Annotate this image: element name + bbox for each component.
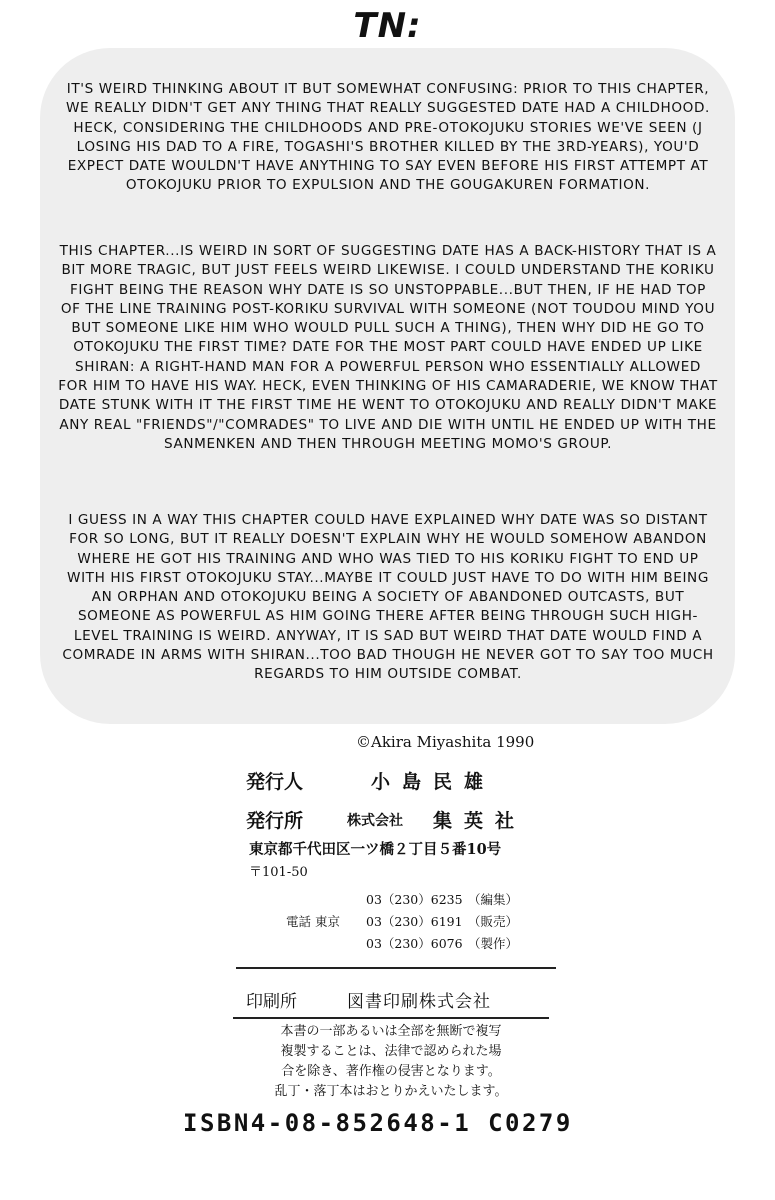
divider-upper [236,967,556,969]
company-address: 東京都千代田区一ツ橋２丁目５番10号 [249,841,502,858]
publisher-label: 発行人 [246,771,304,793]
notice-line: 合を除き、著作権の侵害となります。 [281,1064,501,1079]
page-title: TN: [353,6,422,46]
note-paragraph-3: I GUESS IN A WAY THIS CHAPTER COULD HAVE EXPLAINED WHY DATE WAS SO DISTANT FOR SO LONG, BUT IT REALLY DOESN'T EXPLAIN WHY HE WOULD SOMEHOW ABANDON WHERE HE GOT HIS TRAINING AND WHO WAS TIED TO HIS KORIKU FIGHT TO END UP WITH HIS FIRST OTOKOJUKU STAY...MAYBE IT COULD JUST HAVE TO DO WITH HIM BEING AN ORPHAN AND OTOKOJUKU BEING A SOCIETY OF ABANDONED OUTCASTS, BUT SOMEONE AS POWERFUL AS HIM GOING THERE AFTER BEING THROUGH SUCH HIGH-LEVEL TRAINING IS WEIRD. ANYWAY, IT IS SAD BUT WEIRD THAT DATE WOULD FIND A COMRADE IN ARMS WITH SHIRAN...TOO BAD THOUGH HE NEVER GOT TO SAY TOO MUCH REGARDS TO HIM OUTSIDE COMBAT. [62,512,714,683]
publishing-house-label: 発行所 [246,810,304,832]
postal-code: 〒101-50 [249,865,308,880]
phone-dept-editorial: （編集） [468,892,519,907]
phone-number-sales: 03（230）6191 [366,914,463,929]
notice-line: 本書の一部あるいは全部を無断で複写 [280,1024,502,1039]
isbn-code: ISBN4-08-852648-1 C0279 [183,1109,573,1137]
publisher-name: 小島民雄 [371,771,496,793]
printer-label: 印刷所 [246,992,297,1012]
printer-name: 図書印刷株式会社 [347,992,491,1012]
note-paragraph-1: IT'S WEIRD THINKING ABOUT IT BUT SOMEWHAT CONFUSING: PRIOR TO THIS CHAPTER, WE REALLY DIDN'T GET ANY THING THAT REALLY SUGGESTED DATE HAD A CHILDHOOD. HECK, CONSIDERING THE CHILDHOODS AND PRE-OTOKOJUKU STORIES WE'VE SEEN (J LOSING HIS DAD TO A FIRE, TOGASHI'S BROTHER KILLED BY THE 3RD-YEARS), YOU'D EXPECT DATE WOULDN'T HAVE ANYTHING TO SAY EVEN BEFORE HIS FIRST ATTEMPT AT OTOKOJUKU PRIOR TO EXPULSION AND THE GOUGAKUREN FORMATION. [66,81,710,194]
phone-dept-sales: （販売） [468,914,519,929]
note-paragraph-2: THIS CHAPTER...IS WEIRD IN SORT OF SUGGESTING DATE HAS A BACK-HISTORY THAT IS A BIT MORE TRAGIC, BUT JUST FEELS WEIRD LIKEWISE. I COULD UNDERSTAND THE KORIKU FIGHT BEING THE REASON WHY DATE IS SO UNSTOPPABLE...BUT THEN, IF HE HAD TOP OF THE LINE TRAINING POST-KORIKU SURVIVAL WITH SOMEONE (NOT TOUDOU MIND YOU BUT SOMEONE LIKE HIM WHO WOULD PULL SUCH A THING), THEN WHY DID HE GO TO OTOKOJUKU THE FIRST TIME? DATE FOR THE MOST PART COULD HAVE ENDED UP LIKE SHIRAN: A RIGHT-HAND MAN FOR A POWERFUL PERSON WHO ESSENTIALLY ALLOWED FOR HIM TO HAVE HIS WAY. HECK, EVEN THINKING OF HIS CAMARADERIE, WE KNOW THAT DATE STUNK WITH IT THE FIRST TIME HE WENT TO OTOKOJUKU AND REALLY DIDN'T MAKE ANY REAL "FRIENDS"/"COMRADES" TO LIVE AND DIE WITH UNTIL HE ENDED UP WITH THE SANMENKEN AND THEN THROUGH MEETING MOMO'S GROUP. [58,243,718,452]
phone-label: 電話 東京 [286,914,340,929]
phone-dept-production: （製作） [468,936,519,951]
phone-number-editorial: 03（230）6235 [366,892,463,907]
notice-line: 乱丁・落丁本はおとりかえいたします。 [274,1084,508,1099]
company-type: 株式会社 [347,813,403,829]
phone-number-production: 03（230）6076 [366,936,463,951]
notice-line: 複製することは、法律で認められた場 [280,1044,502,1059]
copyright-notice [233,1022,549,1102]
copyright-line: ©Akira Miyashita 1990 [356,733,535,751]
company-name: 集英社 [433,810,527,832]
